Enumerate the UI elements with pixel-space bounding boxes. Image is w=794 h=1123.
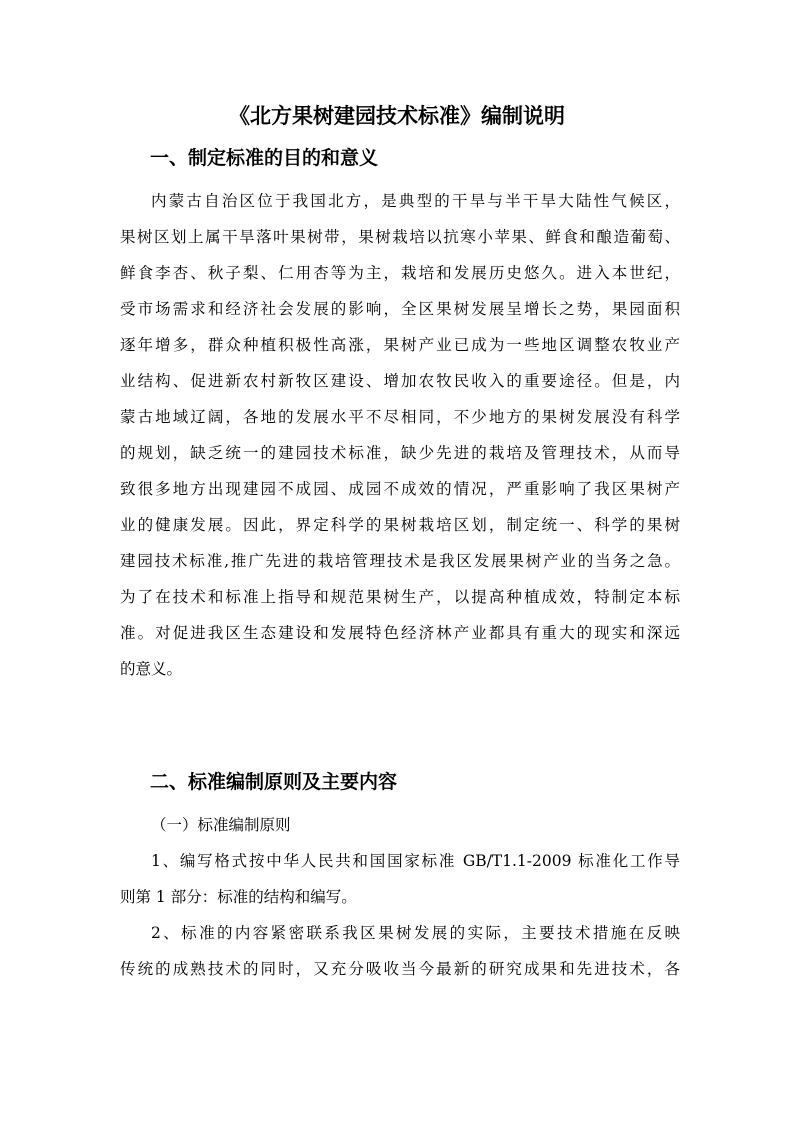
section-heading-2: 二、标准编制原则及主要内容 [150,771,398,793]
paragraph-line: 2、标准的内容紧密联系我区果树发展的实际，主要技术措施在反映 [151,924,680,942]
paragraph-line: 鲜食李杏、秋子梨、仁用杏等为主，栽培和发展历史悠久。进入本世纪， [120,264,680,282]
paragraph-line: 则第 1 部分：标准的结构和编写。 [120,888,357,906]
subheading: （一）标准编制原则 [151,816,291,834]
paragraph-line: 1、编写格式按中华人民共和国国家标准 GB/T1.1-2009 标准化工作导 [151,852,680,870]
paragraph-line: 准。对促进我区生态建设和发展特色经济林产业都具有重大的现实和深远 [120,624,680,642]
paragraph-line: 业结构、促进新农村新牧区建设、增加农牧民收入的重要途径。但是，内 [120,372,680,390]
paragraph-line: 致很多地方出现建园不成园、成园不成效的情况，严重影响了我区果树产 [120,480,680,498]
paragraph-line: 的意义。 [120,660,183,678]
paragraph-line: 逐年增多，群众种植积极性高涨，果树产业已成为一些地区调整农牧业产 [120,336,680,354]
paragraph-line: 为了在技术和标准上指导和规范果树生产，以提高种植成效，特制定本标 [120,588,680,606]
section-2-body [120,807,680,987]
section-heading-1: 一、制定标准的目的和意义 [150,147,379,169]
paragraph-line: 传统的成熟技术的同时，又充分吸收当今最新的研究成果和先进技术，各 [120,960,680,978]
paragraph-line: 内蒙古自治区位于我国北方，是典型的干旱与半干旱大陆性气候区， [151,192,680,210]
section-1-body [120,183,680,687]
paragraph-line: 果树区划上属干旱落叶果树带，果树栽培以抗寒小苹果、鲜食和酿造葡萄、 [120,228,680,246]
paragraph-line: 业的健康发展。因此，界定科学的果树栽培区划，制定统一、科学的果树 [120,516,680,534]
document-title: 《北方果树建园技术标准》编制说明 [229,103,565,128]
paragraph-line: 受市场需求和经济社会发展的影响，全区果树发展呈增长之势，果园面积 [120,300,680,318]
paragraph-line: 的规划，缺乏统一的建园技术标准，缺少先进的栽培及管理技术，从而导 [120,444,680,462]
paragraph-line: 蒙古地域辽阔，各地的发展水平不尽相同，不少地方的果树发展没有科学 [120,408,680,426]
paragraph-line: 建园技术标准,推广先进的栽培管理技术是我区发展果树产业的当务之急。 [120,552,680,570]
